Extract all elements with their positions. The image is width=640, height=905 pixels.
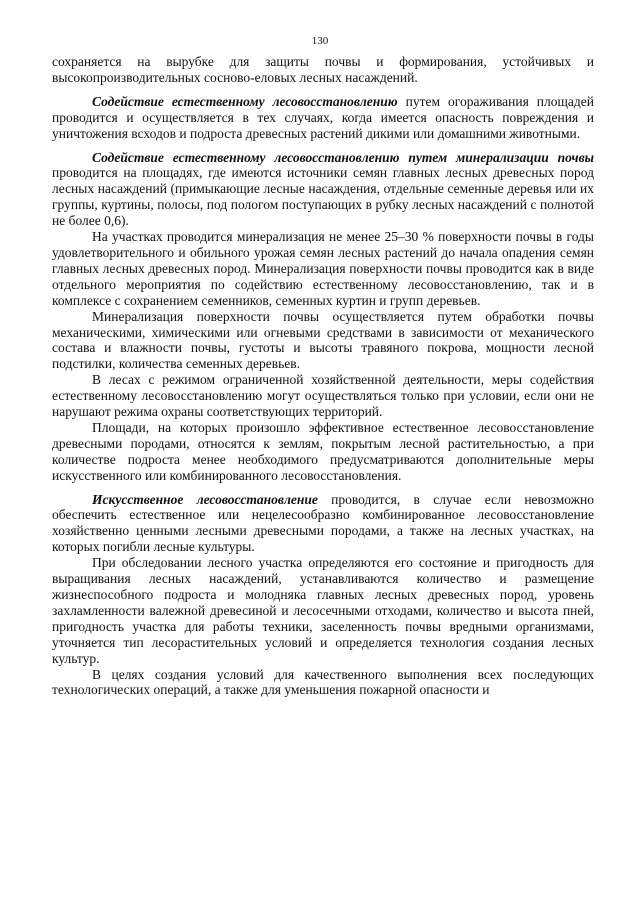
paragraph-text: путем огораживания площадей проводится и осуществляется в тех случаях, когда имеется опасность повреждения и уничтожения всходов и подроста древесных растений дикими или домашними животными. bbox=[52, 93, 594, 141]
paragraph-text: сохраняется на вырубке для защиты почвы и формирования, устойчивых и высокопроизводительных сосново-еловых лесных насаждений. bbox=[52, 54, 594, 85]
paragraph-7 bbox=[52, 420, 594, 484]
paragraph-6 bbox=[52, 372, 594, 420]
paragraph-5 bbox=[52, 309, 594, 373]
section-heading: Содействие естественному лесовосстановлению bbox=[92, 93, 398, 109]
paragraph-10 bbox=[52, 667, 594, 699]
paragraph-9 bbox=[52, 555, 594, 666]
paragraph-text: На участках проводится минерализация не менее 25–30 % поверхности почвы в годы удовлетворительного и обильного урожая семян лесных растений до начала опадения семян главных лесных древесных пород. Минерализация поверхности почвы проводится как в виде отдельного мероприятия по содействию естественному лесовосстановлению, так и в комплексе с сохранением семенников, семенных куртин и групп деревьев. bbox=[52, 229, 594, 308]
paragraph-2 bbox=[52, 94, 594, 142]
paragraph-4 bbox=[52, 229, 594, 309]
paragraph-text: Минерализация поверхности почвы осуществляется путем обработки почвы механическими, химическими или огневыми средствами в зависимости от механического состава и влажности почвы, густоты и высоты травяного покрова, мощности лесной подстилки, количества семенных деревьев. bbox=[52, 308, 594, 372]
paragraph-text: проводится, в случае если невозможно обеспечить естественное или нецелесообразно комбинированное лесовосстановление хозяйственно ценными лесными древесными породами, а также на лесных участках, на которых погибли лесные культуры. bbox=[52, 491, 594, 555]
paragraph-1 bbox=[52, 54, 594, 86]
paragraph-8 bbox=[52, 492, 594, 556]
paragraph-text: В целях создания условий для качественного выполнения всех последующих технологических операций, а также для уменьшения пожарной опасности и bbox=[52, 666, 594, 698]
page-number: 130 bbox=[311, 35, 329, 47]
section-heading: Искусственное лесовосстановление bbox=[92, 491, 318, 507]
paragraph-text: проводится на площадях, где имеются источники семян главных лесных древесных пород лесных насаждений (примыкающие лесные насаждения, отдельные семенные деревья или их группы, куртины, полосы, под пологом поступающих в рубку лесных насаждений с полнотой не более 0,6). bbox=[52, 165, 594, 229]
paragraph-text: В лесах с режимом ограниченной хозяйственной деятельности, меры содействия естественному лесовосстановлению могут осуществляться только при условии, если они не нарушают режима охраны соответствующих территорий. bbox=[52, 372, 594, 420]
section-heading: Содействие естественному лесовосстановлению путем минерализации почвы bbox=[92, 149, 594, 165]
paragraph-3 bbox=[52, 150, 594, 230]
body-text bbox=[52, 54, 594, 698]
paragraph-text: Площади, на которых произошло эффективное естественное лесовосстановление древесными породами, относятся к землям, покрытым лесной растительностью, а при количестве подроста менее необходимого предусматриваются дополнительные меры искусственного или комбинированного лесовосстановления. bbox=[52, 419, 594, 483]
paragraph-text: При обследовании лесного участка определяются его состояние и пригодность для выращивания лесных насаждений, устанавливаются количество и размещение жизнеспособного подроста и молодняка главных лесных древесных пород, уровень захламленности валежной древесиной и лесосечными отходами, количество и высота пней, пригодность участка для работы техники, заселенность почвы вредными организмами, уточняется тип лесорастительных условий и определяется технология создания лесных культур. bbox=[52, 555, 594, 666]
